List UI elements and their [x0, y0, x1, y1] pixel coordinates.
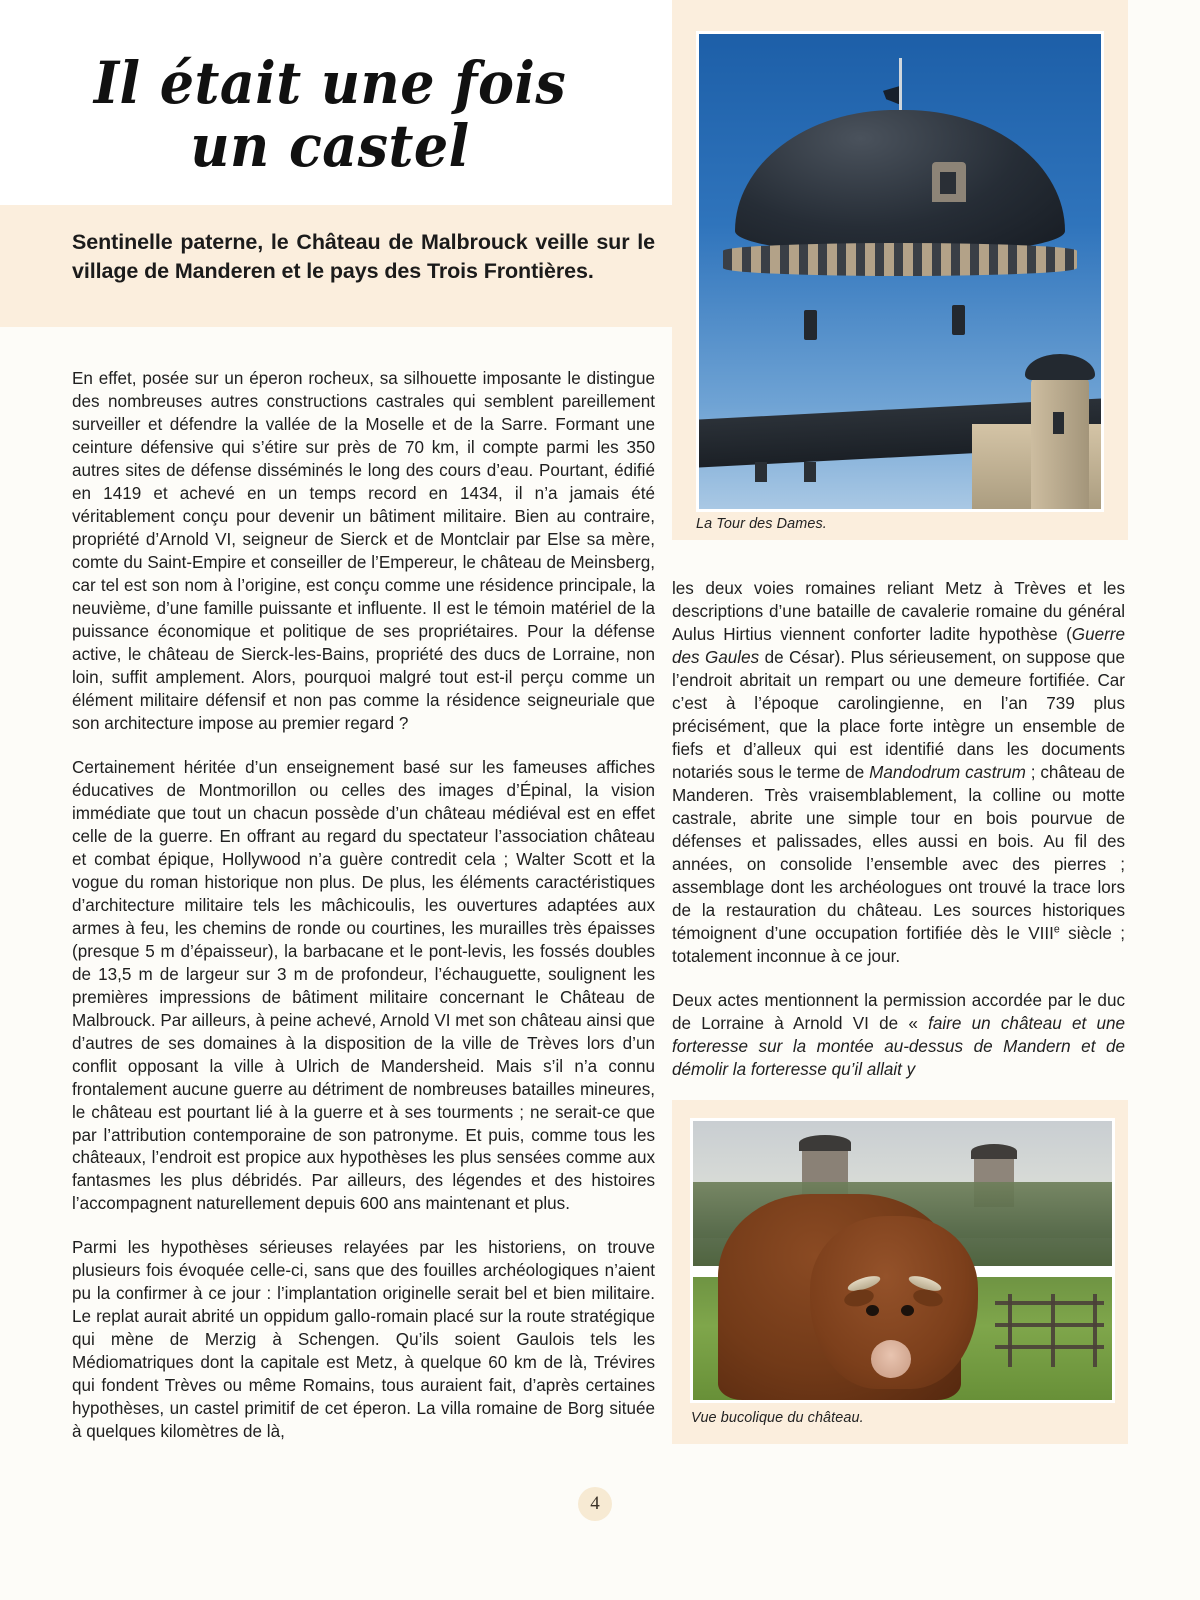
body-paragraph: En effet, posée sur un éperon rocheux, sa silhouette imposante le distingue des nombreuses autres constructions castrales qui semblent pareillement surveiller et défendre la vallée de la Moselle et de la Sarre. Formant une ceinture défensive qui s’étire sur près de 70 km, il compte parmi les 350 autres sites de défense disséminés le long des cours d’eau. Pourtant, édifié en 1419 et achevé en un temps record en 1434, il n’a jamais été véritablement conçu pour devenir un bâtiment militaire. Bien au contraire, propriété d’Arnold VI, seigneur de Sierck et de Montclair par Else sa mère, comte du Saint-Empire et conseiller de l’Empereur, le château de Meinsberg, car tel est son nom à l’origine, est conçu comme une résidence principale, la neuvième, d’une famille puissante et influente. Il est le témoin matériel de la puissance économique et politique de ses propriétaires. Pour la défense active, le château de Sierck-les-Bains, propriété des ducs de Lorraine, non loin, suffit amplement. Alors, pourquoi malgré tout est-il perçu comme un élément militaire défensif et non pas comme la résidence seigneuriale que son architecture impose au premier regard ? [72, 369, 655, 733]
title-line-2: un castel [190, 111, 470, 180]
cow-photo-frame [690, 1118, 1115, 1403]
text-run: ; château de Manderen. Très vraisemblablement, la colline ou motte castrale, abrite une simple tour en bois pourvue de défenses et palissades, elles aussi en bois. Au fil des années, on consolide l’ensemble avec des pierres ; assemblage dont les archéologues ont trouvé la trace lors de la restauration du château. Les sources historiques témoignent d’une occupation fortifiée dès le VIII [672, 762, 1126, 943]
text-run: de César). Plus sérieusement, on suppose que l’endroit abritait un rempart ou une demeure fortifiée. Car c’est à l’époque carolingienne, en l’an 739 plus précisément, que la place forte intègre un ensemble de fiefs et d’alleux qui est identifié dans les documents notariés sous le terme de [672, 647, 1125, 782]
cow-eye [901, 1305, 914, 1316]
body-paragraph: Certainement héritée d’un enseignement basé sur les fameuses affiches éducatives de Montmorillon ou celles des images d’Épinal, la vision immédiate que tout un chacun possède d’un château médiéval est en effet celle de la guerre. En offrant au regard du spectateur l’association château et combat épique, Hollywood n’a guère contredit cela ; Walter Scott et la vogue du roman historique non plus. De plus, les éléments caractéristiques d’architecture militaire tels les mâchicoulis, les ouvertures adaptées aux armes à feu, les chemins de ronde ou courtines, les murailles très épaisses (presque 5 m d’épaisseur), la barbacane et le pont-levis, les fossés doubles de 13,5 m de largeur sur 3 m de profondeur, l’échauguette, soulignent les premières impressions de bâtiment militaire concernant le Château de Malbrouck. Par ailleurs, à peine achevé, Arnold VI met son château ainsi que d’autres de ses domaines à la disposition de la ville de Trèves lors d’un conflit opposant la ville à Ulrich de Mandersheid. Mais s’il n’a connu frontalement aucune guerre au détriment de nombreuses batailles mineures, le château est pourtant lié à la guerre et à ses tourments ; ne serait-ce que par l’attribution contemporaine de son patronyme. Et puis, comme tous les châteaux, l’endroit est propice aux hypothèses les plus sensées comme aux fantasmes les plus débridés. Par ailleurs, des légendes et des histoires l’accompagnent naturellement depuis 600 ans maintenant et plus. [72, 757, 655, 1214]
cow-muzzle [871, 1340, 911, 1378]
lead-paragraph: Sentinelle paterne, le Château de Malbrouck veille sur le village de Manderen et le pays des Trois Frontières. [72, 230, 655, 283]
spire-icon [899, 58, 902, 116]
left-column [72, 368, 655, 1444]
tower-caption: La Tour des Dames. [696, 516, 827, 532]
dormer-window [932, 162, 966, 202]
quoted-charter-text: faire un château et une forteresse sur la montée au-dessus de Mandern et de démolir la forteresse qu’il allait y [672, 1013, 1125, 1079]
cow-head [810, 1216, 978, 1389]
title-block [0, 0, 672, 205]
tower-window [952, 305, 965, 335]
turret-window [1053, 412, 1064, 434]
title-line-1: Il était une fois [93, 49, 567, 117]
tower-photo [699, 34, 1101, 509]
tower-photo-frame [696, 31, 1104, 512]
fence-post [1008, 1294, 1012, 1367]
wing-window [804, 462, 816, 482]
cow-figure [672, 1100, 1128, 1444]
latin-term: Mandodrum castrum [869, 762, 1026, 782]
ordinal-suffix: e [1053, 923, 1060, 936]
page-number-badge: 4 [578, 1487, 612, 1521]
book-title: Guerre des Gaules [672, 624, 1125, 667]
fence-post [1093, 1294, 1097, 1367]
text-run: siècle ; totalement inconnue à ce jour. [672, 923, 1125, 966]
fence [995, 1294, 1104, 1367]
fence-post [1051, 1294, 1055, 1367]
tower-window [804, 310, 817, 340]
right-column [672, 578, 1125, 1082]
cow-caption: Vue bucolique du château. [691, 1410, 864, 1426]
corner-turret [1031, 376, 1089, 509]
body-paragraph [672, 578, 1125, 969]
body-paragraph [672, 990, 1125, 1082]
body-paragraph: Parmi les hypothèses sérieuses relayées par les historiens, on trouve plusieurs fois évoquée celle-ci, sans que des fouilles archéologiques n’aient pu la confirmer à ce jour : l’implantation originelle serait bel et bien militaire. Le replat aurait abrité un oppidum gallo-romain placé sur la route stratégique qui mène de Merzig à Schengen. Qu’ils soient Gaulois tels les Médiomatriques dont la capitale est Metz, à quelque 60 km de là, Trévires qui fondent Trèves ou même Romains, tous auraient fait, d’après certaines hypothèses, un castel primitif de cet éperon. La villa romaine de Borg située à quelques kilomètres de là, [72, 1238, 655, 1442]
text-run: les deux voies romaines reliant Metz à Trèves et les descriptions d’une bataille de cavalerie romaine du général Aulus Hirtius viennent conforter ladite hypothèse ( [672, 579, 1125, 644]
page-title [23, 49, 637, 180]
wing-window [755, 462, 767, 482]
text-run: Deux actes mentionnent la permission accordée par le duc de Lorraine à Arnold VI de « [672, 990, 1125, 1033]
tower-figure [672, 0, 1128, 540]
castle-wing [699, 433, 884, 509]
cow-eye [866, 1305, 879, 1316]
cow-photo [693, 1121, 1112, 1400]
